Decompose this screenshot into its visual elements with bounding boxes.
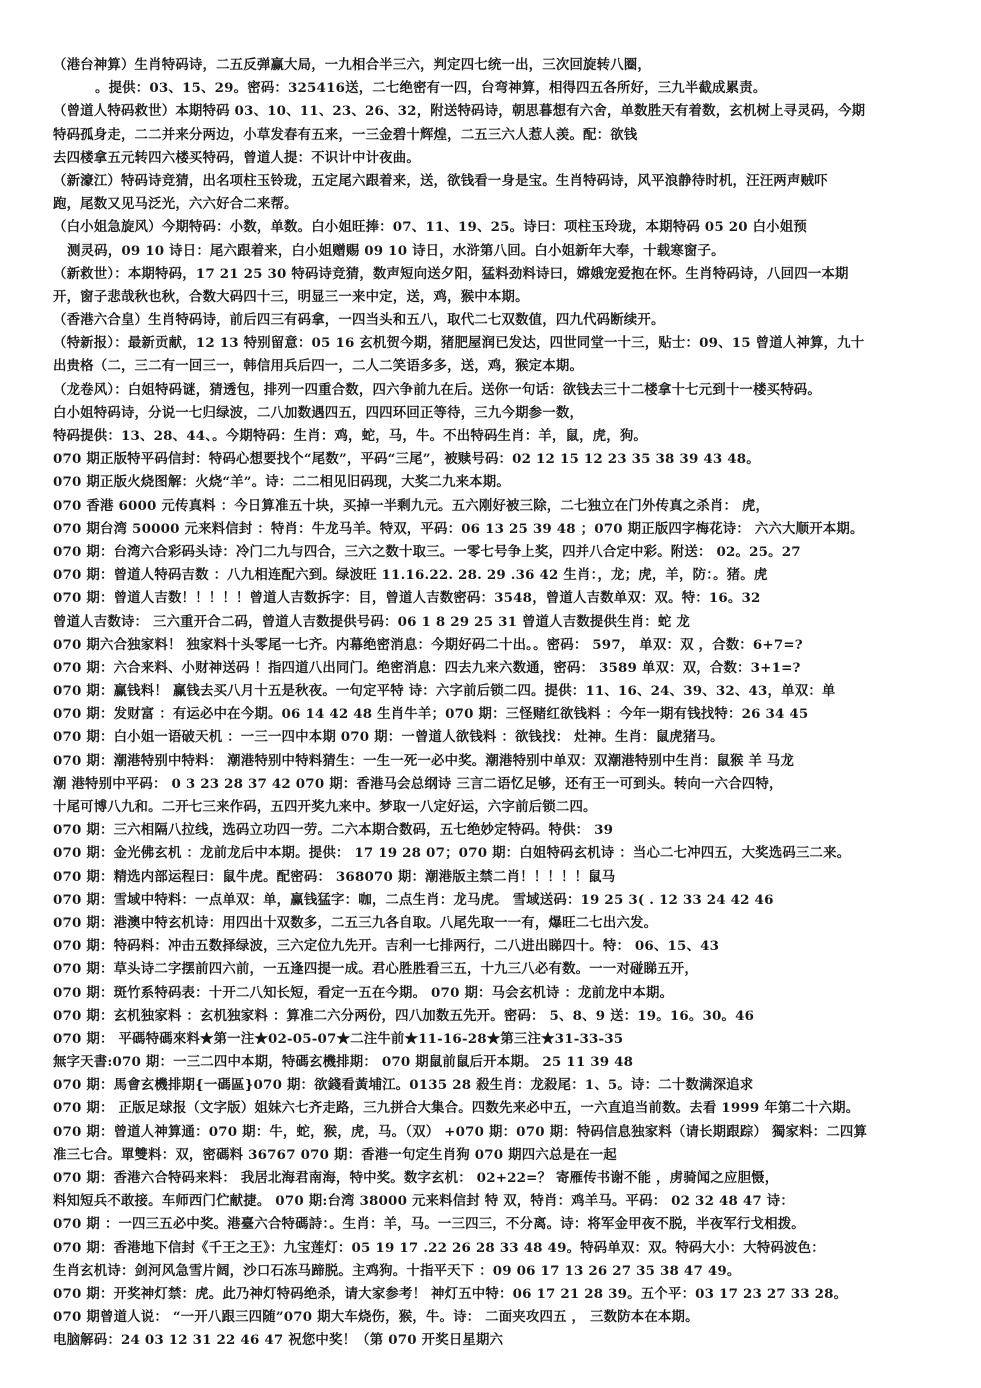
text-line: 070 期：精选内部运程曰：鼠牛虎。配密码： 368070 期：潮港版主禁二肖！！！！！鼠马 — [53, 868, 616, 885]
text-line: 070 期：港澳中特玄机诗：用四出十双数多，二五三九各自取。八尾先取一一有，爆旺二七出六发。 — [53, 914, 658, 931]
text-line: 070 期：玄机独家料 ：玄机独家料 ：算准二六分两份，四八加数五先开。密码： 5、8、9 送：19。16。30。46 — [53, 1007, 755, 1024]
text-line: 070 期：曾道人神算通：070 期：牛，蛇，猴，虎，马。（双） +070 期：070 期：特码信息独家料（请长期跟踪） 獨家料：二四算 — [53, 1123, 868, 1140]
text-line: （曾道人特码救世）本期特码 03、10、11、23、26、32，附送特码诗，朝思暮想有六舍，单数胜天有着数，玄机树上寻灵码，今期 — [53, 103, 866, 120]
text-line: （龙卷风）：白姐特码谜，猜透包，排列一四重合数，四六争前九在后。送你一句话：欲钱去三十二楼拿十七元到十一楼买特码。 — [53, 381, 821, 398]
text-line: 。提供：03、15、29。密码：325416送，二七绝密有一四，台弯神算，相得四五各所好，三九半截成累责。 — [95, 80, 767, 97]
text-line: 070 期台湾 50000 元来料信封 ：特肖：牛龙马羊。特双，平码：06 13 25 39 48 ；070 期正版四字梅花诗： 六六大顺开本期。 — [53, 520, 864, 537]
text-line: 测灵码，09 10 诗日：尾六跟着来，白小姐赠赐 09 10 诗日，水浒第八回。白小姐新年大奉，十载寒窗子。 — [67, 242, 725, 259]
text-line: 070 期正版特平码信封：特码心想要找个“尾数”，平码“三尾”，被赎号码：02 12 15 12 23 35 38 39 43 48。 — [53, 451, 760, 468]
text-line: 070 期六合独家料！ 独家料十头零尾一七齐。内幕绝密消息：今期好码二十出。。密码： 597， 单双：双 ，合数：6+7=? — [53, 636, 803, 653]
text-line: 特码孤身走，二二并来分两边，小草发春有五来，一三金碧十辉煌，二五三六人惹人羡。配：欲钱 — [53, 126, 638, 143]
text-line: 070 期：曾道人吉数！！！！！曾道人吉数拆字：目，曾道人吉数密码：3548，曾道人吉数单双：双。特：16。32 — [53, 590, 761, 607]
text-line: 跑，尾数又见马泛光，六六好合二来帮。 — [53, 196, 298, 213]
text-line: 無字天書:070 期：一三二四中本期，特碼玄機排期： 070 期鼠前鼠后开本期。 25 11 39 48 — [53, 1054, 634, 1071]
text-line: （港台神算）生肖特码诗，二五反弹赢大局，一九相合半三六，判定四七统一出，三次回旋转八圈， — [53, 57, 651, 73]
text-line: 070 期：斑竹系特码表：十开二八知长短，看定一五在今期。 070 期：马会玄机诗 ：龙前龙中本期。 — [53, 984, 674, 1001]
text-line: 070 期：香港六合特码来料： 我居北海君南海，特中奖。数字玄机： 02+22=？ 寄雁传书谢不能 ，虏骑闻之应胆慑， — [53, 1170, 779, 1186]
text-line: 070 期：雪域中特料：一点单双：单，赢钱猛字：咖，二点生肖：龙马虎。 雪域送码：19 25 3( . 12 33 24 42 46 — [53, 891, 774, 908]
text-line: 生肖玄机诗：剑河风急雪片阔，沙口石冻马蹄脱。主鸡狗。十指平天下 ：09 06 17 13 26 27 35 38 47 49。 — [53, 1262, 741, 1279]
text-line: 070 期：白小姐一语破天机 ：一三一四中本期 070 期：一曾道人欲钱料 ：欲钱找： 灶神。生肖：鼠虎猪马。 — [53, 729, 724, 746]
text-line: 电脑解码：24 03 12 31 22 46 47 祝您中奖！（第 070 开奖日星期六 — [53, 1332, 504, 1349]
text-line: 070 期： 平碼特碼來料★第一注★02-05-07★二注牛前★11-16-28★第三注★31-33-35 — [53, 1030, 624, 1047]
text-line: （新濠江）特码诗竞猜，出名项柱玉铃珑，五定尾六跟着来，送，欲钱看一身是宝。生肖特码诗，风平浪静待时机，汪汪两声贼吓 — [53, 172, 828, 189]
text-line: 准三七合。單雙料：双，密碼料 36767 070 期：香港一句定生肖狗 070 期四六总是在一起 — [53, 1146, 617, 1163]
text-line: 070 期：金光佛玄机 ：龙前龙后中本期。提供： 17 19 28 07；070 期：白姐特码玄机诗 ：当心二七冲四五，大奖选码三二来。 — [53, 845, 851, 862]
text-line: 070 期：特码料：冲击五数择绿波，三六定位九先开。吉利一七排两行，二八进出睇四十。特： 06、15、43 — [53, 938, 720, 955]
text-line: 070 香港 6000 元传真料 ：今日算准五十块，买掉一半剩九元。五六刚好被三除，二七独立在门外传真之杀肖： 虎， — [53, 497, 770, 514]
text-line: 070 期：赢钱料！ 赢钱去买八月十五是秋夜。一句定平特 诗：六字前后锁二四。提供：11、16、24、39、32、43，单双：单 — [53, 683, 836, 700]
text-line: 十尾可博八九和。二开七三来作码，五四开奖九来中。梦取一八定好运，六字前后锁二四。 — [53, 799, 597, 815]
text-line: 特码提供：13、28、44、。今期特码：生肖：鸡，蛇，马，牛。不出特码生肖：羊，鼠，虎，狗。 — [53, 428, 648, 444]
text-line: 070 期曾道人说： “一开八跟三四随”070 期大车烧伤，猴，牛。诗： 二面夹攻四五 ， 三数防本在本期。 — [53, 1309, 699, 1326]
text-line: 070 期 ：一四三五必中奖。港臺六合特碼詩：。生肖：羊，马。一三四三，不分离。诗：将军金甲夜不脱，半夜军行戈相拨。 — [53, 1216, 805, 1233]
text-line: （白小姐急旋风）今期特码：小数，单数。白小姐旺捧：07、11、19、25。诗曰：项柱玉玲珑，本期特码 05 20 白小姐预 — [53, 219, 807, 236]
text-line: 070 期：开奖神灯禁：虎。此乃神灯特码绝杀，请大家参考！ 神灯五中特：06 17 21 28 39。五个平：03 17 23 27 33 28。 — [53, 1285, 848, 1302]
text-line: 开，窗子悲哉秋也秋，合数大码四十三，明显三一来中定，送，鸡，猴中本期。 — [53, 288, 529, 305]
text-line: 070 期：发财富 ：有运必中在今期。06 14 42 48 生肖牛羊；070 期：三怪赌红欲钱料 ：今年一期有钱找特：26 34 45 — [53, 706, 809, 723]
text-line: 070 期：六合来料、小财神送码 ！指四道八出同门。绝密消息：四去九来六数通，密码： 3589 单双：双，合数：3+1=? — [53, 659, 801, 676]
text-line: 料知短兵不敢接。车师西门伫献捷。 070 期:台湾 38000 元来料信封 特 双，特肖：鸡羊马。平码： 02 32 48 47 诗： — [53, 1193, 794, 1210]
text-line: 070 期：台湾六合彩码头诗：冷门二九与四合，三六之数十取三。一零七号争上奖，四并八合定中彩。附送： 02。25。27 — [53, 543, 801, 560]
text-line: 070 期：馬會玄機排期{一碼區}070 期：欲錢看黃埔江。0135 28 殺生肖：龙殺尾：1、5。诗：二十数满深追求 — [53, 1077, 754, 1094]
text-line: 白小姐特码诗，分说一七归绿波，二八加数遇四五，四四环回正等待，三九今期参一数， — [53, 404, 584, 421]
text-line: （新救世）：本期特码，17 21 25 30 特码诗竞猜，数声短向送夕阳，猛料劲料诗曰，嫦娥宠爱抱在怀。生肖特码诗，八回四一本期 — [53, 265, 849, 282]
text-line: 070 期：三六相隔八拉线，选码立功四一劳。二六本期合数码，五七绝妙定特码。特供： 39 — [53, 822, 614, 839]
text-line: 潮 港特别中平码： 0 3 23 28 37 42 070 期：香港马会总纲诗 三言二语忆足够，还有王一可到头。转向一六合四特， — [53, 775, 783, 792]
text-line: 出贵格（二，三二有一回三一，韩信用兵后四一，二人二笑语多多，送，鸡，猴定本期。 — [53, 358, 584, 375]
text-line: 070 期：香港地下信封《千王之王》：九宝莲灯：05 19 17 .22 26 28 33 48 49。特码单双：双。特码大小：大特码波色： — [53, 1239, 825, 1256]
text-line: （香港六合皇）生肖特码诗，前后四三有码拿，一四当头和五八，取代二七双数值，四九代码断续开。 — [53, 312, 665, 329]
text-line: 去四楼拿五元转四六楼买特码，曾道人提：不识计中计夜曲。 — [53, 149, 420, 166]
text-line: （特新报）：最新贡献，12 13 特别留意：05 16 玄机贺今期，猪肥屋润已发达，四世同堂一十三，贴士：09、15 曾道人神算，九十 — [53, 335, 865, 352]
text-line: 070 期：潮港特别中特料： 潮港特别中特料猜生：一生一死一必中奖。潮港特别中单双：双潮港特别中生肖：鼠猴 羊 马龙 — [53, 752, 795, 769]
text-line: 070 期正版火烧图解：火烧“羊”。诗：二二相见旧码现，大奖二九来本期。 — [53, 474, 510, 491]
text-line: 070 期：曾道人特码吉数 ：八九相连配六到。绿波旺 11.16.22. 28. 29 .36 42 生肖：，龙；虎，羊，防：。猪。虎 — [53, 567, 768, 584]
text-line: 070 期：草头诗二字摆前四六前，一五逢四提一成。君心胜胜看三五，十九三八必有数。一一对碰睇五开， — [53, 961, 698, 978]
text-line: 曾道人吉数诗： 三六重开合二码，曾道人吉数提供号码：06 1 8 29 25 31 曾道人吉数提供生肖：蛇 龙 — [53, 613, 690, 630]
text-line: 070 期： 正版足球报（文字版）姐妹六七齐走路，三九拼合大集合。四数先来必中五，一六直追当前数。去看 1999 年第二十六期。 — [53, 1100, 860, 1117]
